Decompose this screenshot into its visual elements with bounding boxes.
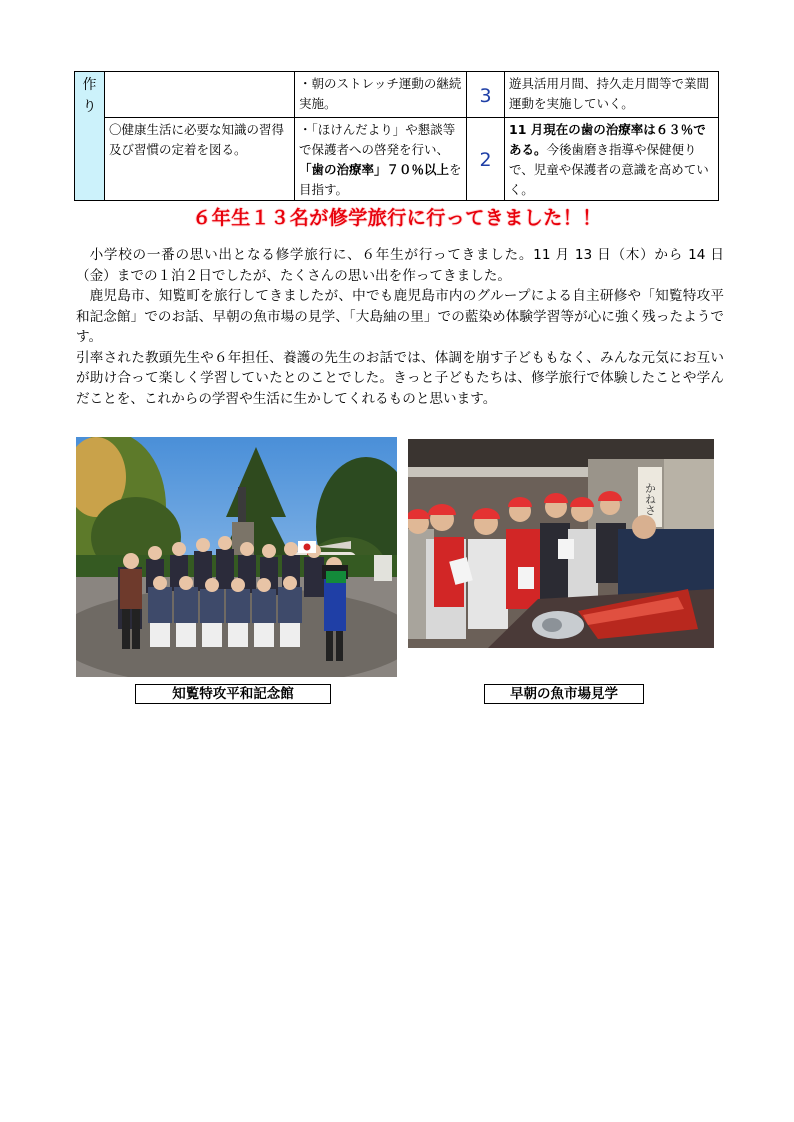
market-sign-text: かねさ xyxy=(643,482,657,516)
goal-cell xyxy=(105,72,295,118)
table-row xyxy=(75,118,719,201)
paragraph: 鹿児島市、知覧町を旅行してきましたが、中でも鹿児島市内のグループによる自主研修や「知覧特攻平和記念館」でのお話、早朝の魚市場の見学、「大島紬の里」での藍染め体験学習等が心に強く残ったようです。 xyxy=(76,288,724,345)
photo-peace-museum xyxy=(76,437,397,677)
score-cell xyxy=(467,118,505,201)
plan-cell xyxy=(295,118,467,201)
goal-text: 〇健康生活に必要な知識の習得及び習慣の定着を図る。 xyxy=(109,122,285,157)
plan-text: ・朝のストレッチ運動の継続実施。 xyxy=(299,76,462,111)
photo-fish-market xyxy=(408,439,714,648)
plan-text: ・「ほけんだより」や懇談等で保護者への啓発を行い、 xyxy=(299,122,456,157)
score-cell xyxy=(467,72,505,118)
result-text: 今後歯磨き指導や保健便りで、児童や保護者の意識を高めていく。 xyxy=(509,142,709,197)
photo-caption-peace-museum: 知覧特攻平和記念館 xyxy=(135,684,331,704)
result-cell xyxy=(505,118,719,201)
result-text: 遊具活用月間、持久走月間等で業間運動を実施していく。 xyxy=(509,76,710,111)
result-bold-text: 11 月現在の歯の治療率は６３％である。 xyxy=(509,122,706,157)
plan-cell xyxy=(295,72,467,118)
category-cell xyxy=(75,72,105,201)
photo-caption-fish-market: 早朝の魚市場見学 xyxy=(484,684,644,704)
table-row xyxy=(75,72,719,118)
score-value: 2 xyxy=(479,149,492,171)
result-cell xyxy=(505,72,719,118)
article-headline: ６年生１３名が修学旅行に行ってきました！！ xyxy=(192,207,602,229)
article-body xyxy=(76,245,724,409)
category-label: 作り xyxy=(82,77,97,115)
paragraph: 引率された教頭先生や６年担任、養護の先生のお話では、体調を崩す子どももなく、みんな元気にお互いが助け合って楽しく学習していたとのことでした。きっと子どもたちは、修学旅行で体験したことや学んだことを、これからの学習や生活に生かしてくれるものと思います。 xyxy=(76,349,724,407)
score-value: 3 xyxy=(479,84,492,107)
plan-suffix-text: を目指す。 xyxy=(299,162,462,197)
evaluation-table xyxy=(74,71,719,201)
goal-cell xyxy=(105,118,295,201)
plan-target-text: 「歯の治療率」７０％以上 xyxy=(299,162,450,177)
paragraph: 小学校の一番の思い出となる修学旅行に、６年生が行ってきました。11 月 13 日（木）から 14 日（金）までの１泊２日でしたが、たくさんの思い出を作ってきました。 xyxy=(76,247,724,284)
